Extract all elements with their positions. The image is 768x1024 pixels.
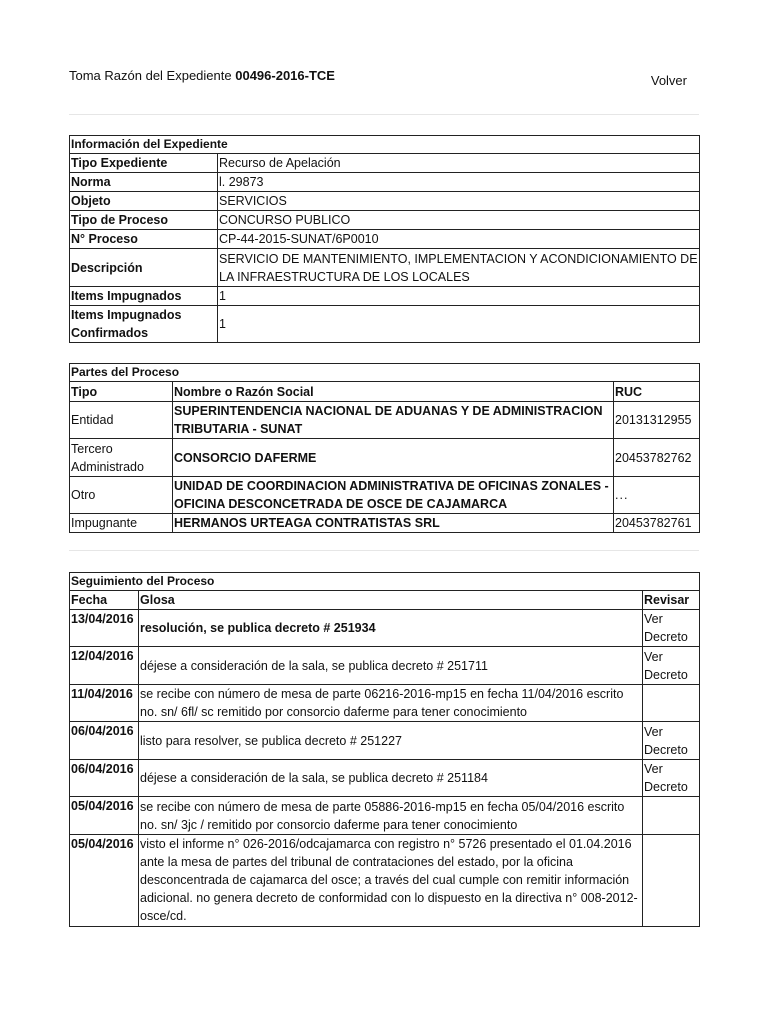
parte-nombre: UNIDAD DE COORDINACION ADMINISTRATIVA DE OFICINAS ZONALES - OFICINA DESCONCETRADA DE OSCE DE CAJAMARCA [173,477,614,514]
column-header-tipo: Tipo [70,382,173,402]
glosa-cell: listo para resolver, se publica decreto # 251227 [139,722,643,760]
parte-tipo: Otro [70,477,173,514]
info-label: Tipo de Proceso [70,211,218,230]
info-label: Items Impugnados [70,287,218,306]
column-header-fecha: Fecha [70,591,139,610]
table-row [70,685,700,722]
glosa-cell: déjese a consideración de la sala, se publica decreto # 251711 [139,647,643,685]
ver-decreto-link[interactable]: Ver Decreto [644,649,688,682]
parte-tipo: Tercero Administrado [70,439,173,477]
table-row [70,835,700,927]
glosa-cell: resolución, se publica decreto # 251934 [139,610,643,647]
info-label: Norma [70,173,218,192]
parte-nombre: SUPERINTENDENCIA NACIONAL DE ADUANAS Y DE ADMINISTRACION TRIBUTARIA - SUNAT [173,402,614,439]
ver-decreto-link[interactable]: Ver Decreto [644,762,688,794]
info-value: CONCURSO PUBLICO [218,211,700,230]
info-value: 1 [218,306,700,343]
info-label: Tipo Expediente [70,154,218,173]
info-value: CP-44-2015-SUNAT/6P0010 [218,230,700,249]
info-label: Items Impugnados Confirmados [70,306,218,343]
info-section-title: Información del Expediente [70,136,700,154]
fecha-cell: 12/04/2016 [70,647,139,685]
fecha-cell: 05/04/2016 [70,835,139,927]
info-value: 1 [218,287,700,306]
table-row [70,797,700,835]
table-row [70,760,700,797]
table-row [70,610,700,647]
parte-tipo: Entidad [70,402,173,439]
fecha-cell: 05/04/2016 [70,797,139,835]
fecha-cell: 06/04/2016 [70,722,139,760]
info-label: N° Proceso [70,230,218,249]
seguimiento-section-title: Seguimiento del Proceso [70,573,700,591]
info-value: Recurso de Apelación [218,154,700,173]
column-header-glosa: Glosa [139,591,643,610]
column-header-ruc: RUC [614,382,700,402]
fecha-cell: 11/04/2016 [70,685,139,722]
expediente-number: 00496-2016-TCE [235,68,335,83]
page-header [69,68,699,88]
divider [69,114,699,115]
seguimiento-table [69,572,700,927]
parte-nombre: CONSORCIO DAFERME [173,439,614,477]
revisar-cell [643,610,700,647]
revisar-cell [643,760,700,797]
parte-ruc: 20453782762 [614,439,700,477]
parte-tipo: Impugnante [70,514,173,533]
revisar-cell [643,685,700,722]
fecha-cell: 13/04/2016 [70,610,139,647]
info-table [69,135,700,343]
parte-nombre: HERMANOS URTEAGA CONTRATISTAS SRL [173,514,614,533]
info-label: Descripción [70,249,218,287]
partes-table [69,363,700,533]
glosa-cell: se recibe con número de mesa de parte 05886-2016-mp15 en fecha 05/04/2016 escrito no. sn/ 3jc / remitido por consorcio daferme para tener conocimiento [139,797,643,835]
info-label: Objeto [70,192,218,211]
glosa-cell: se recibe con número de mesa de parte 06216-2016-mp15 en fecha 11/04/2016 escrito no. sn/ 6fl/ sc remitido por consorcio daferme para tener conocimiento [139,685,643,722]
parte-ruc: 20453782761 [614,514,700,533]
column-header-revisar: Revisar [643,591,700,610]
table-row [70,647,700,685]
table-row [70,722,700,760]
column-header-nombre: Nombre o Razón Social [173,382,614,402]
ver-decreto-link[interactable]: Ver Decreto [644,724,688,757]
info-value: SERVICIOS [218,192,700,211]
title-prefix: Toma Razón del Expediente [69,68,232,83]
glosa-cell: visto el informe n° 026-2016/odcajamarca con registro n° 5726 presentado el 01.04.2016 ante la mesa de partes del tribunal de contrataciones del estado, por la oficina desconcentrada de cajamarca del osce; a través del cual cumple con remitir información adicional. no genera decreto de conformidad con lo dispuesto en la directiva n° 008-2012-osce/cd. [139,835,643,927]
divider [69,550,699,551]
revisar-cell [643,835,700,927]
fecha-cell: 06/04/2016 [70,760,139,797]
glosa-cell: déjese a consideración de la sala, se publica decreto # 251184 [139,760,643,797]
parte-ruc: ... [614,477,700,514]
info-value: SERVICIO DE MANTENIMIENTO, IMPLEMENTACION Y ACONDICIONAMIENTO DE LA INFRAESTRUCTURA DE LOS LOCALES [218,249,700,287]
revisar-cell [643,647,700,685]
back-link[interactable]: Volver [650,73,687,88]
revisar-cell [643,797,700,835]
ver-decreto-link[interactable]: Ver Decreto [644,612,688,644]
info-value: l. 29873 [218,173,700,192]
page-title [69,68,335,83]
revisar-cell [643,722,700,760]
parte-ruc: 20131312955 [614,402,700,439]
partes-section-title: Partes del Proceso [70,364,700,382]
